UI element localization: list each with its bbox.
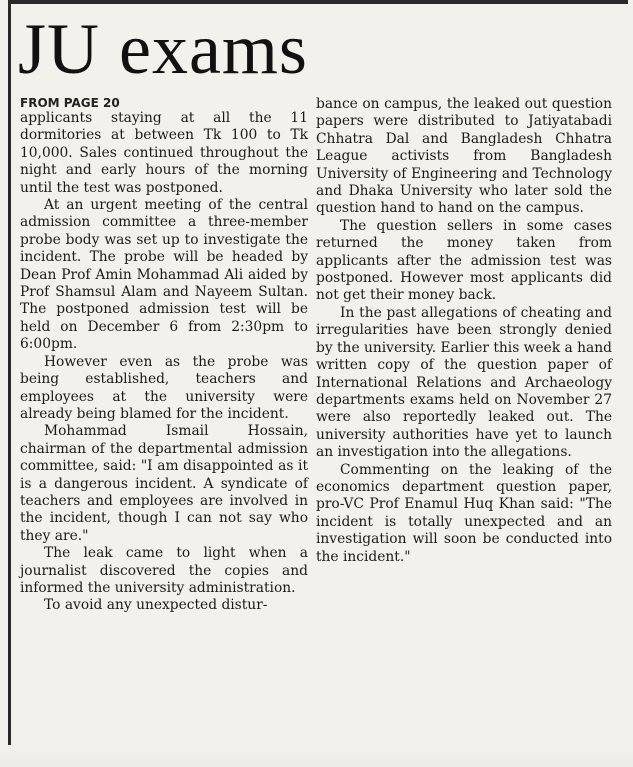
paragraph: To avoid any unexpected distur- bbox=[44, 597, 268, 614]
left-rule bbox=[8, 0, 11, 745]
paper-bottom-edge bbox=[0, 745, 633, 767]
paragraph: Mohammad Ismail Hossain, chairman of the departmental admission committee, said: "I am disappointed as it is a dangerous incident. A syndicate of teachers and employees are involved in the incident, though I can not say who they are." bbox=[20, 423, 308, 544]
paragraph: Commenting on the leaking of the economics department question paper, pro-VC Prof Enamul Huq Khan said: "The incident is totally unexpected and an investigation will soon be conducted into the incident." bbox=[316, 461, 612, 565]
top-rule bbox=[8, 0, 628, 4]
paragraph: The leak came to light when a journalist discovered the copies and informed the university administration. bbox=[20, 545, 308, 596]
paragraph: The question sellers in some cases returned the money taken from applicants after the admission test was postponed. However most applicants did not get their money back. bbox=[316, 217, 612, 304]
paragraph: applicants staying at all the 11 dormitories at between Tk 100 to Tk 10,000. Sales continued throughout the night and early hours of the morning until the test was postponed. bbox=[20, 110, 308, 196]
headline: JU exams bbox=[18, 9, 308, 89]
paragraph: In the past allegations of cheating and irregularities have been strongly denied by the university. Earlier this week a hand written copy of the question paper of International Relations and Archaeology departments exams held on November 27 were also reportedly leaked out. The university authorities have yet to launch an investigation into the allegations. bbox=[316, 304, 612, 461]
continued-from-label: FROM PAGE 20 bbox=[20, 96, 120, 110]
paragraph: However even as the probe was being established, teachers and employees at the university were already being blamed for the incident. bbox=[20, 353, 308, 422]
paragraph: At an urgent meeting of the central admission committee a three-member probe body was set up to investigate the incident. The probe will be headed by Dean Prof Amin Mohammad Ali aided by Prof Shamsul Alam and Nayeem Sultan. The postponed admission test will be held on December 6 from 2:30pm to 6:00pm. bbox=[20, 197, 308, 353]
left-column bbox=[12, 96, 308, 615]
paragraph: bance on campus, the leaked out question papers were distributed to Jatiyatabadi Chhatra Dal and Bangladesh Chhatra League activists from Bangladesh University of Engineering and Technology and Dhaka University who later sold the question hand to hand on the campus. bbox=[316, 96, 612, 217]
right-column bbox=[316, 96, 612, 566]
